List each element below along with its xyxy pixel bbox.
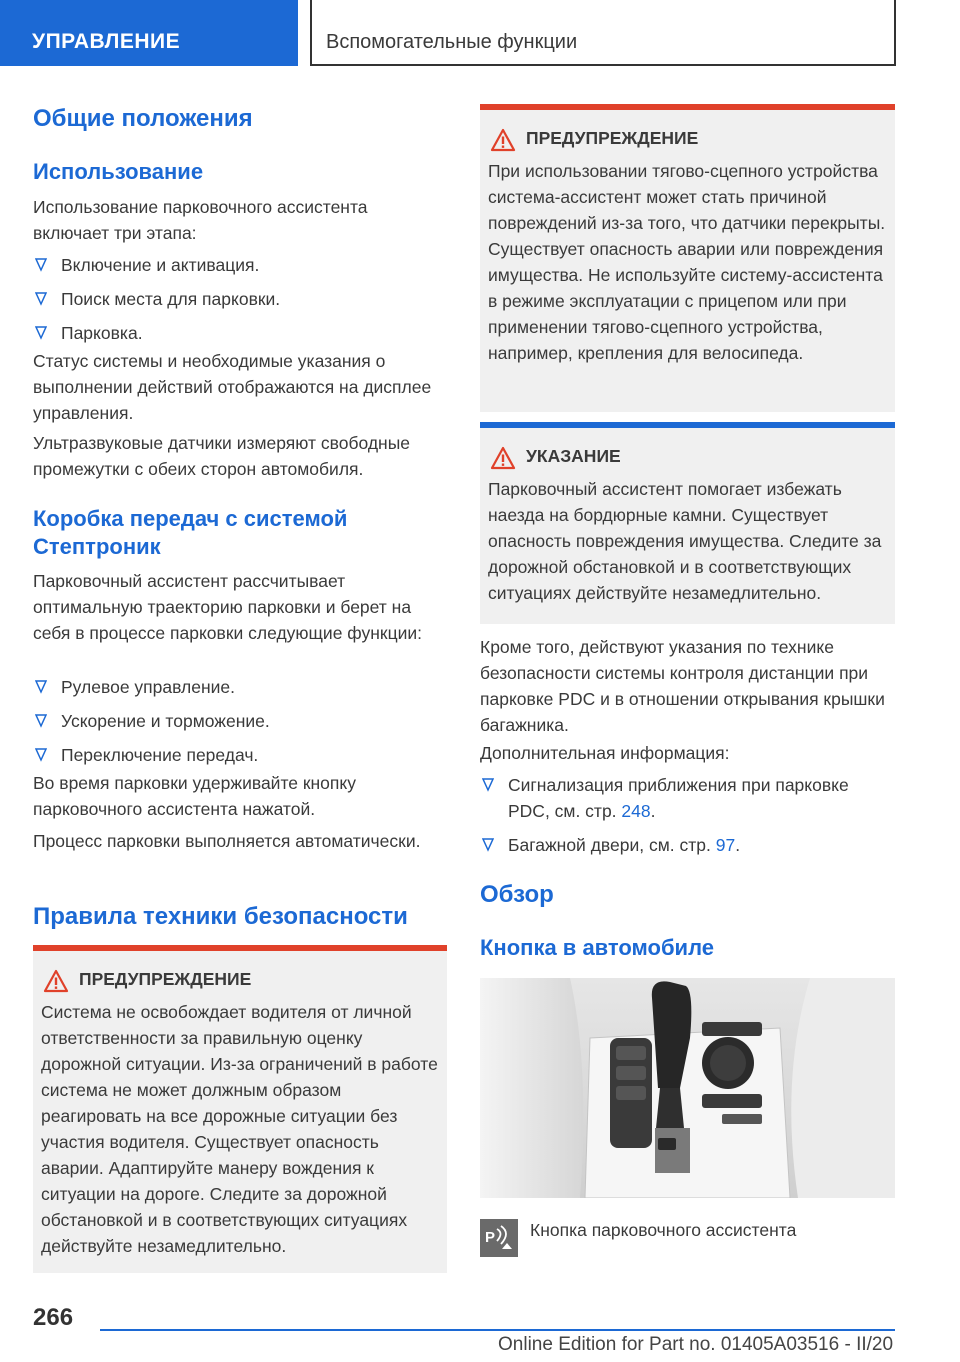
page-link-248[interactable]: 248 [621,801,651,821]
usage-intro: Использование парковочного ассистента включает три этапа: [33,197,368,243]
bullet-triangle-icon [35,292,47,306]
warning-triangle-icon [43,969,69,993]
warning-title: ПРЕДУПРЕЖДЕНИЕ [526,128,699,148]
more-info: Дополнительная информация: [480,743,730,763]
warning-box-1 [33,945,447,1273]
warning-triangle-icon [490,128,516,152]
gearbox-intro: Парковочный ассистент рассчитывает оптимальную траекторию парковки и берет на себя в процессе парковки следующие функции: [33,571,423,643]
gear-console-illustration [480,978,895,1198]
usage-list [33,252,447,346]
note-title: УКАЗАНИЕ [526,446,621,466]
heading-safety: Правила техники безопасности [33,903,408,930]
list-item: Поиск места для парковки. [33,286,447,312]
list-item: Рулевое управление. [33,674,447,700]
warning-text: При использовании тягово-сцепного устройства система-ассистент может стать причиной повреждений из-за того, что датчики перекрыты. Существует опасность аварии или повреждения имущества. Не используйте систему-ассистента в режиме эксплуатации с прицепом или при применении тягово-сцепного устройства, например, крепления для велосипеда. [488,161,886,363]
image-caption: Кнопка парковочного ассистента [530,1220,797,1240]
gearbox-list [33,674,447,768]
list-item: Сигнализация приближения при парковке PDC, см. стр. 248. [480,772,895,824]
heading-gearbox: Коробка передач с системой Стептроник [33,506,348,559]
warning-body [480,110,895,412]
sensors-text: Ультразвуковые датчики измеряют свободные промежутки с обеих сторон автомобиля. [33,433,411,479]
warning-title: ПРЕДУПРЕЖДЕНИЕ [79,969,252,989]
bullet-triangle-icon [482,778,494,792]
reference-list [480,772,895,858]
list-item: Переключение передач. [33,742,447,768]
caution-triangle-icon [490,446,516,470]
svg-text:P: P [485,1229,496,1246]
warning-text: Система не освобождает водителя от личной ответственности за правильную оценку дорожной ситуации. Из-за ограничений в работе система не может должным образом реагировать на все дорожные ситуации без участия водителя. Существует опасность аварии. Адаптируйте манеру вождения к ситуации на дороге. Следите за дорожной обстановкой и в соответствующих ситуациях действуйте незамедлительно. [41,1002,438,1256]
heading-overview: Обзор [480,881,554,908]
list-item: Багажной двери, см. стр. 97. [480,832,895,858]
list-item: Включение и активация. [33,252,447,278]
heading-button: Кнопка в автомобиле [480,935,714,960]
hold-text: Во время парковки удерживайте кнопку парковочного ассистента нажатой. [33,773,356,819]
bullet-triangle-icon [35,748,47,762]
footer-divider [100,1329,895,1331]
console-photo [480,978,895,1198]
page-link-97[interactable]: 97 [715,835,736,855]
note-body [480,428,895,624]
bullet-triangle-icon [35,258,47,272]
bullet-triangle-icon [35,714,47,728]
auto-text: Процесс парковки выполняется автоматически. [33,831,421,851]
note-box [480,422,895,624]
page-number: 266 [33,1304,74,1331]
section-title: Вспомогательные функции [326,31,578,53]
list-item: Ускорение и торможение. [33,708,447,734]
park-assist-button-icon [480,1219,518,1257]
heading-general: Общие положения [33,105,253,132]
edition-footer: Online Edition for Part no. 01405A03516 - II/20 [498,1334,894,1355]
status-text: Статус системы и необходимые указания о выполнении действий отображаются на дисплее управления. [33,351,432,423]
warning-body [33,951,447,1273]
bullet-triangle-icon [482,838,494,852]
list-item: Парковка. [33,320,447,346]
heading-usage: Использование [33,159,204,184]
bullet-triangle-icon [35,326,47,340]
note-text: Парковочный ассистент помогает избежать наезда на бордюрные камни. Существует опасность повреждения имущества. Следите за дорожной обстановкой и в соответствующих ситуациях действуйте незамедлительно. [488,479,882,603]
chapter-tab: УПРАВЛЕНИЕ [0,0,298,66]
bullet-triangle-icon [35,680,47,694]
warning-box-2 [480,104,895,412]
also-text: Кроме того, действуют указания по технике безопасности системы контроля дистанции при парковке PDC и в отношении открывания крышки багажника. [480,637,885,735]
